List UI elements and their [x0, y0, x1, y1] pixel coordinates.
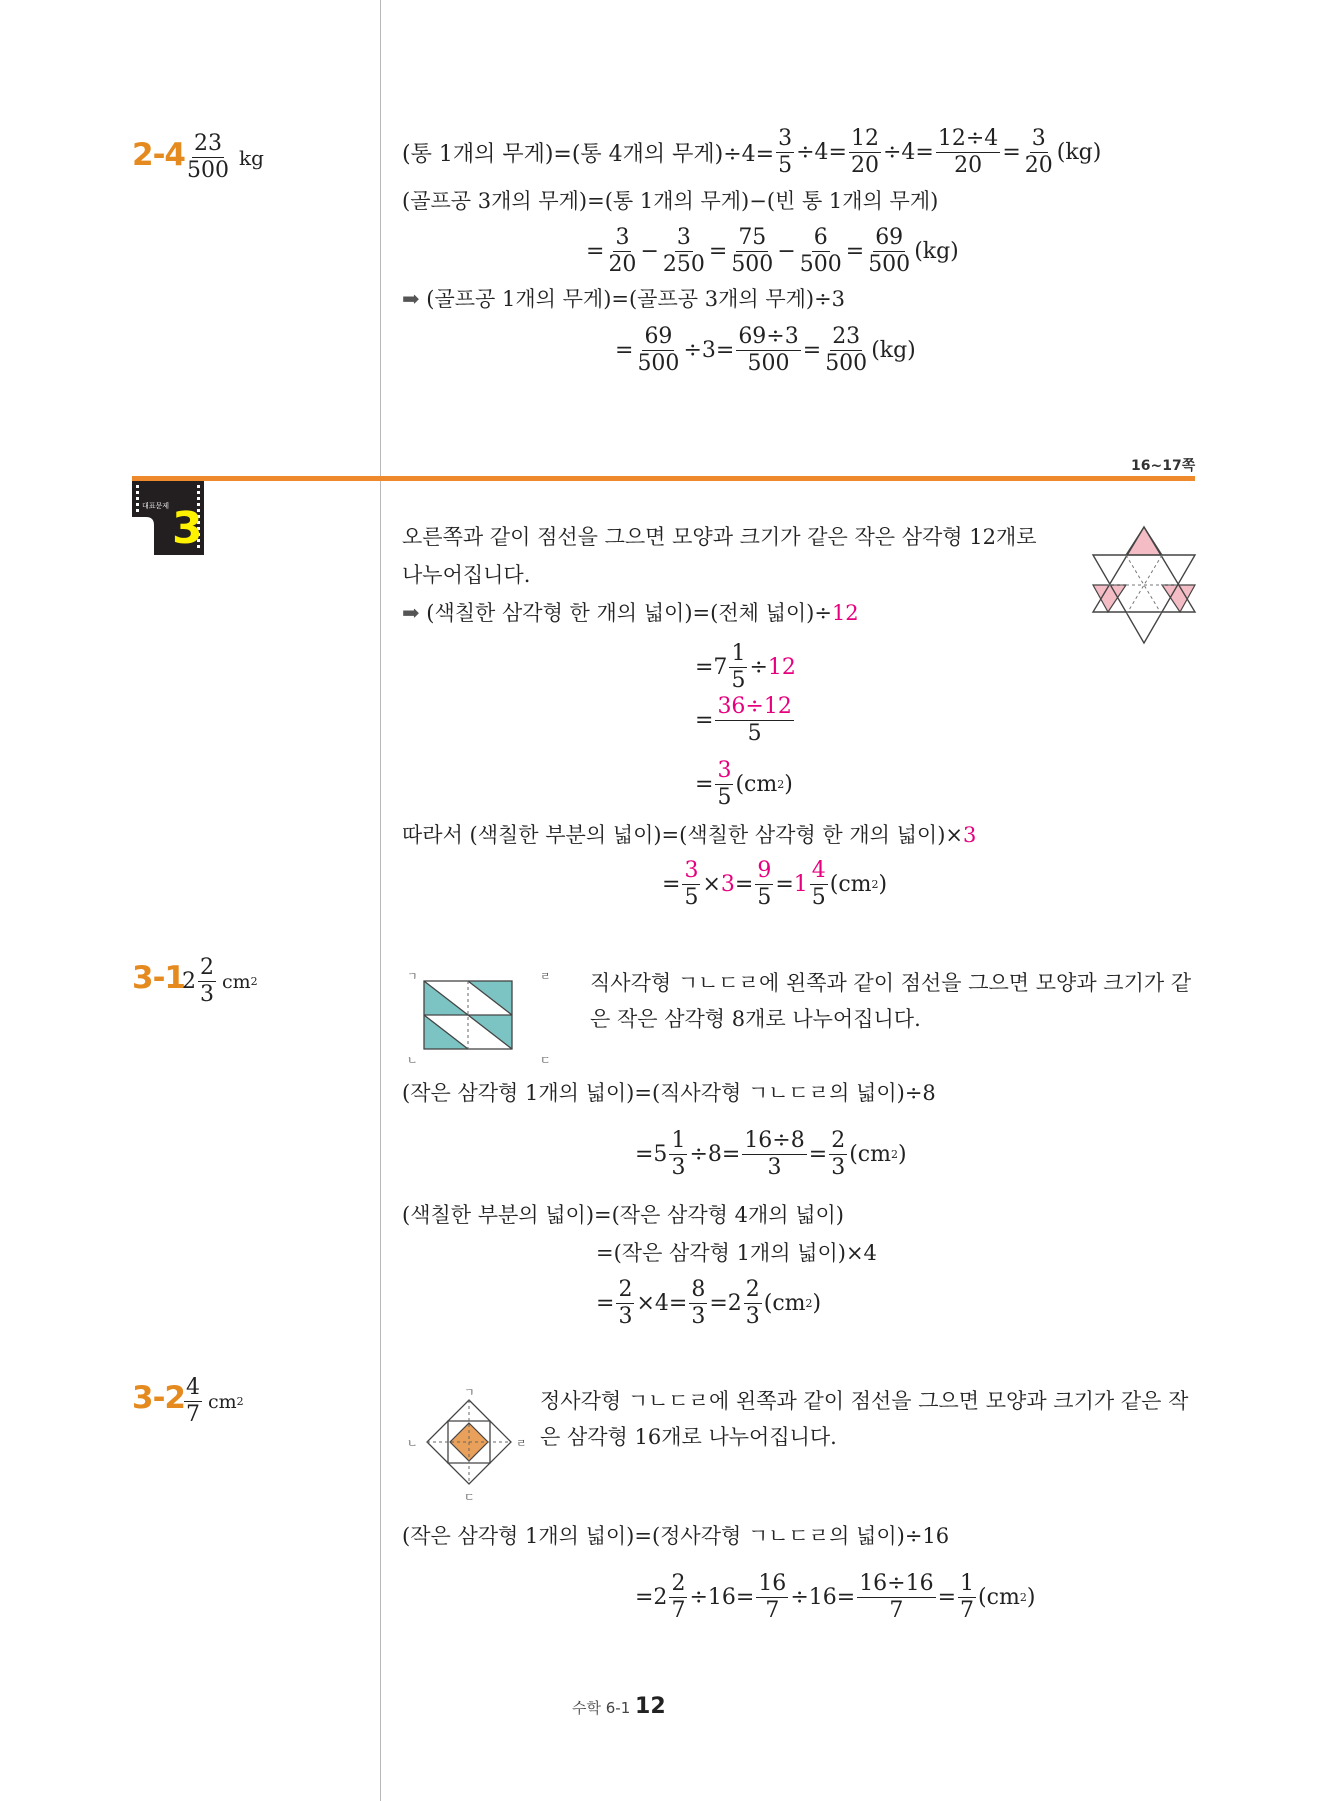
- p3-text-line3: ➡ (색칠한 삼각형 한 개의 넓이)=(전체 넓이)÷12: [402, 601, 859, 625]
- p32-eq: =2 $\frac{2}{7}$ ÷16= $\frac{16}{7}$ ÷16= $\frac{16\div 16}{7}$ = $\frac{1}{7}$ (cm 2 ): [635, 1571, 1036, 1623]
- p32-desc-line1: 정사각형 ㄱㄴㄷㄹ에 왼쪽과 같이 점선을 그으면 모양과 크기가 같은 작: [540, 1389, 1189, 1413]
- hexagram-figure: [1090, 524, 1198, 647]
- svg-text:ㄴ: ㄴ: [407, 1437, 418, 1450]
- footer-book: 수학 6-1: [572, 1699, 631, 1717]
- p31-eq1: =5 $\frac{1}{3}$ ÷8= $\frac{16\div 8}{3}$ = $\frac{2}{3}$ (cm 2 ): [635, 1128, 907, 1180]
- arrow-icon: ➡: [402, 601, 420, 625]
- svg-text:ㄹ: ㄹ: [540, 970, 551, 983]
- p3-text-line1: 오른쪽과 같이 점선을 그으면 모양과 크기가 같은 작은 삼각형 12개로: [402, 525, 1037, 549]
- badge-small-text: 대표문제: [142, 502, 170, 510]
- svg-text:ㄱ: ㄱ: [464, 1386, 475, 1399]
- rectangle-figure: [402, 968, 552, 1068]
- badge-number: 3: [172, 503, 203, 554]
- representative-problem-badge: [132, 481, 204, 557]
- eq-2-4-line4: ➡ (골프공 1개의 무게)=(골프공 3개의 무게)÷3: [402, 287, 846, 311]
- p31-line1: (작은 삼각형 1개의 넓이)=(직사각형 ㄱㄴㄷㄹ의 넓이)÷8: [402, 1081, 936, 1105]
- p31-line2: (색칠한 부분의 넓이)=(작은 삼각형 4개의 넓이): [402, 1203, 844, 1227]
- svg-text:ㄴ: ㄴ: [407, 1054, 418, 1067]
- p31-desc-line1: 직사각형 ㄱㄴㄷㄹ에 왼쪽과 같이 점선을 그으면 모양과 크기가 같: [590, 971, 1192, 995]
- p3-final-eq: = $\frac{3}{5}$ × 3 = $\frac{9}{5}$ = 1 $\frac{4}{5}$ (cm 2 ): [662, 858, 888, 910]
- svg-text:ㄱ: ㄱ: [407, 970, 418, 983]
- p3-step1: =7 $\frac{1}{5}$ ÷ 12: [695, 641, 796, 693]
- column-divider: [380, 0, 381, 1801]
- answer-3-2: $\frac{4}{7}$ cm 2: [186, 1375, 244, 1427]
- p3-conclusion: 따라서 (색칠한 부분의 넓이)=(색칠한 삼각형 한 개의 넓이)×3: [402, 823, 977, 847]
- eq-2-4-line3: = $\frac{3}{20}$ − $\frac{3}{250}$ = $\frac{75}{500}$ − $\frac{6}{500}$ = $\frac{69}{500}$ (kg): [586, 225, 959, 277]
- square-figure: [402, 1385, 537, 1507]
- p3-step2: = $\frac{36\div 12}{5}$: [695, 694, 792, 746]
- eq-2-4-line1: (통 1개의 무게)=(통 4개의 무게)÷4= $\frac{3}{5}$ ÷4= $\frac{12}{20}$ ÷4= $\frac{12\div 4}{20}$ = $\frac{3}{20}$ (kg): [402, 126, 1102, 178]
- arrow-icon: ➡: [402, 287, 420, 311]
- svg-text:ㄹ: ㄹ: [516, 1437, 527, 1450]
- problem-label-3-2: 3-2: [132, 1380, 186, 1416]
- svg-text:ㄷ: ㄷ: [464, 1491, 475, 1504]
- section-divider: [132, 476, 1195, 481]
- answer-3-1: 2 $\frac{2}{3}$ cm 2: [182, 955, 258, 1007]
- p31-eq2: = $\frac{2}{3}$ ×4= $\frac{8}{3}$ =2 $\frac{2}{3}$ (cm 2 ): [596, 1277, 822, 1329]
- svg-text:ㄷ: ㄷ: [540, 1054, 551, 1067]
- page-footer: [572, 1694, 666, 1719]
- p3-step3: = $\frac{3}{5}$ (cm 2 ): [695, 758, 793, 810]
- problem-label-2-4: 2-4: [132, 137, 186, 173]
- p3-text-line2: 나누어집니다.: [402, 563, 531, 587]
- p31-line3: =(작은 삼각형 1개의 넓이)×4: [596, 1241, 877, 1265]
- eq-2-4-line2: (골프공 3개의 무게)=(통 1개의 무게)−(빈 통 1개의 무게): [402, 189, 939, 213]
- p32-desc-line2: 은 삼각형 16개로 나누어집니다.: [540, 1425, 837, 1449]
- p31-desc-line2: 은 작은 삼각형 8개로 나누어집니다.: [590, 1007, 921, 1031]
- answer-2-4: $\frac{23}{500}$ kg: [187, 131, 264, 183]
- problem-label-3-1: 3-1: [132, 960, 186, 996]
- eq-2-4-line5: = $\frac{69}{500}$ ÷3= $\frac{69\div 3}{500}$ = $\frac{23}{500}$ (kg): [615, 324, 916, 376]
- p32-line1: (작은 삼각형 1개의 넓이)=(정사각형 ㄱㄴㄷㄹ의 넓이)÷16: [402, 1524, 950, 1548]
- page-number: 12: [635, 1694, 666, 1719]
- page-reference: 16~17쪽: [1131, 458, 1196, 474]
